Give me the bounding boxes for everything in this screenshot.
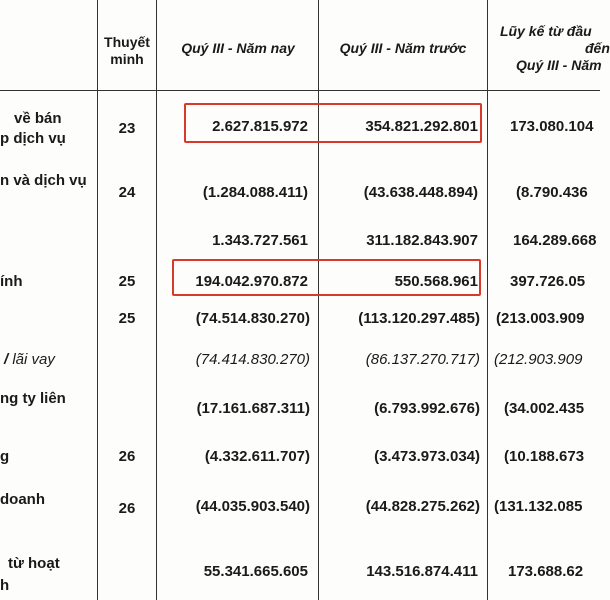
row-accum: 397.726.05 [510, 273, 586, 290]
row-accum: (10.188.673 [504, 448, 585, 465]
header-thuyet: Thuyết [104, 34, 150, 50]
row-this-year: (1.284.088.411) [202, 184, 308, 201]
row-this-year: (17.161.687.311) [196, 400, 310, 417]
header-accum-line2: đến [585, 40, 610, 56]
row-accum: (8.790.436 [516, 184, 588, 201]
row-label: doanh [0, 491, 45, 508]
row-accum: (34.002.435 [504, 400, 585, 417]
row-note: 26 [118, 500, 136, 517]
row-label-text: lãi vay [12, 351, 55, 368]
row-accum: 164.289.668 [513, 232, 597, 249]
row-accum: (131.132.085 [494, 498, 583, 515]
row-label: ính [0, 273, 23, 290]
row-note: 25 [118, 273, 136, 290]
row-prev-year: 143.516.874.411 [366, 563, 478, 580]
row-label: ng ty liên [0, 390, 66, 407]
row-prev-year: (3.473.973.034) [374, 448, 480, 465]
header-divider [0, 90, 600, 91]
row-prev-year: 311.182.843.907 [366, 232, 478, 249]
row-label: h [0, 577, 10, 594]
row-accum: 173.688.62 [508, 563, 584, 580]
header-accum-line3: Quý III - Năm [516, 57, 602, 73]
row-prev-year: (6.793.992.676) [374, 400, 480, 417]
row-note: 25 [118, 310, 136, 327]
highlight-box-row-1 [184, 103, 482, 143]
row-label [4, 351, 55, 368]
row-accum: (212.903.909 [494, 351, 583, 368]
row-this-year: 55.341.665.605 [203, 563, 308, 580]
row-prev-year: (44.828.275.262) [365, 498, 480, 515]
header-minh: minh [110, 51, 144, 67]
row-label: từ hoạt [8, 555, 60, 572]
row-this-year: (74.514.830.270) [195, 310, 310, 327]
row-label: n và dịch vụ [0, 172, 87, 189]
row-accum: 173.080.104 [510, 118, 594, 135]
row-prev-year: 550.568.961 [394, 273, 478, 290]
row-prev-year: (86.137.270.717) [365, 351, 480, 368]
row-prev-year: (113.120.297.485) [358, 310, 480, 327]
row-note: 24 [118, 184, 136, 201]
row-prev-year: (43.638.448.894) [363, 184, 478, 201]
header-prev-year: Quý III - Năm trước [339, 40, 467, 56]
row-this-year: 1.343.727.561 [212, 232, 308, 249]
row-this-year: 194.042.970.872 [195, 273, 308, 290]
highlight-box-row-4 [172, 259, 481, 296]
row-accum: (213.003.909 [496, 310, 585, 327]
row-label: về bán [14, 110, 62, 127]
row-note: 26 [118, 448, 136, 465]
row-this-year: (44.035.903.540) [195, 498, 310, 515]
row-prev-year: 354.821.292.801 [365, 118, 478, 135]
header-accum [500, 23, 610, 74]
header-this-year: Quý III - Năm nay [181, 40, 295, 56]
row-label: p dịch vụ [0, 130, 66, 147]
row-label: g [0, 448, 10, 465]
row-this-year: 2.627.815.972 [212, 118, 308, 135]
row-this-year: (74.414.830.270) [195, 351, 310, 368]
header-note-col [98, 34, 156, 68]
row-this-year: (4.332.611.707) [204, 448, 310, 465]
header-accum-line1: Lũy kế từ đầu [500, 23, 592, 39]
italic-marker: / [4, 351, 9, 368]
row-note: 23 [118, 120, 136, 137]
